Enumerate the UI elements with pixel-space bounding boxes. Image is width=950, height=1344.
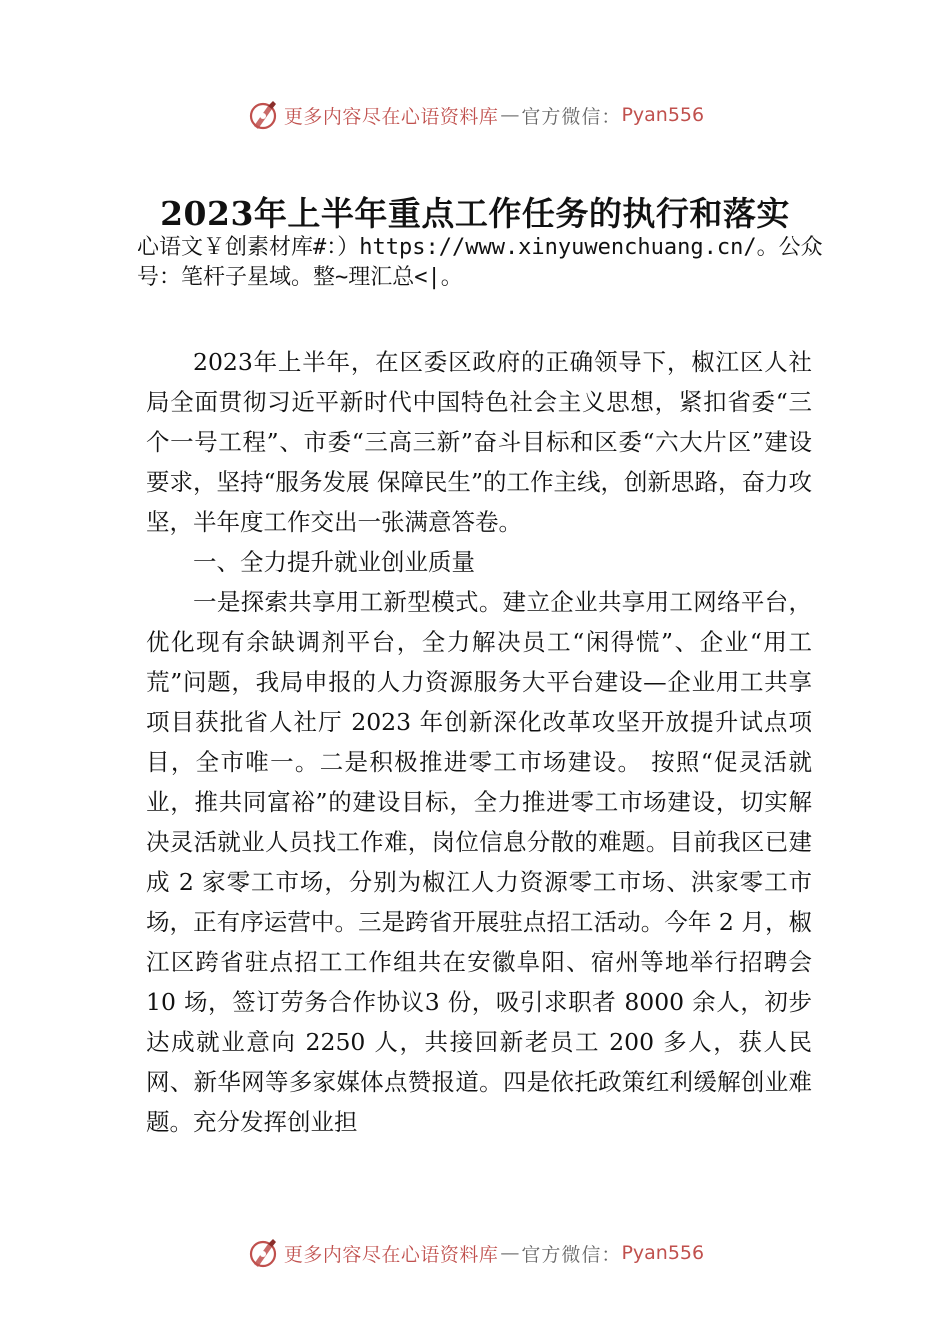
- section-heading: 一、全力提升就业创业质量: [193, 548, 475, 576]
- source-line: 心语文￥创素材库#：）https://www.xinyuwenchuang.cn/。公众号：笔杆子星域。整~理汇总<|。: [137, 235, 823, 290]
- footer-banner: [0, 1233, 950, 1273]
- banner-wechat-id: Pyan556: [621, 1242, 705, 1264]
- pen-logo-icon: [246, 98, 280, 132]
- banner-wechat-id: Pyan556: [621, 104, 705, 126]
- pen-logo-icon: [246, 1236, 280, 1270]
- document-title: 2023年上半年重点工作任务的执行和落实: [160, 194, 790, 233]
- banner-wechat-label: 官方微信：: [521, 1243, 622, 1266]
- banner-text: 更多内容尽在心语资料库: [283, 1243, 499, 1266]
- banner-text: 更多内容尽在心语资料库: [283, 105, 499, 128]
- document-body: [146, 342, 812, 1142]
- banner-wechat-label: 官方微信：: [521, 105, 622, 128]
- banner-separator: —: [500, 104, 520, 126]
- paragraph-employment: 一是探索共享用工新型模式。建立企业共享用工网络平台，优化现有余缺调剂平台，全力解决员工“闲得慌”、企业“用工荒”问题，我局申报的人力资源服务大平台建设—企业用工共享项目获批省人社厅 2023 年创新深化改革攻坚开放提升试点项目，全市唯一。二是积极推进零工市场建设。 按照“促灵活就业，推共同富裕”的建设目标，全力推进零工市场建设，切实解决灵活就业人员找工作难，岗位信息分散的难题。目前我区已建成 2 家零工市场，分别为椒江人力资源零工市场、洪家零工市场，正有序运营中。三是跨省开展驻点招工活动。今年 2 月，椒江区跨省驻点招工工作组共在安徽阜阳、宿州等地举行招聘会 10 场，签订劳务合作协议3 份，吸引求职者 8000 余人，初步达成就业意向 2250 人，共接回新老员工 200 多人，获人民网、新华网等多家媒体点赞报道。四是依托政策红利缓解创业难题。充分发挥创业担: [146, 588, 812, 1136]
- header-banner: [0, 95, 950, 135]
- banner-separator: —: [500, 1242, 520, 1264]
- paragraph-intro: 2023年上半年，在区委区政府的正确领导下，椒江区人社局全面贯彻习近平新时代中国特色社会主义思想，紧扣省委“三个一号工程”、市委“三高三新”奋斗目标和区委“六大片区”建设要求，坚持“服务发展 保障民生”的工作主线，创新思路，奋力攻坚，半年度工作交出一张满意答卷。: [146, 348, 812, 536]
